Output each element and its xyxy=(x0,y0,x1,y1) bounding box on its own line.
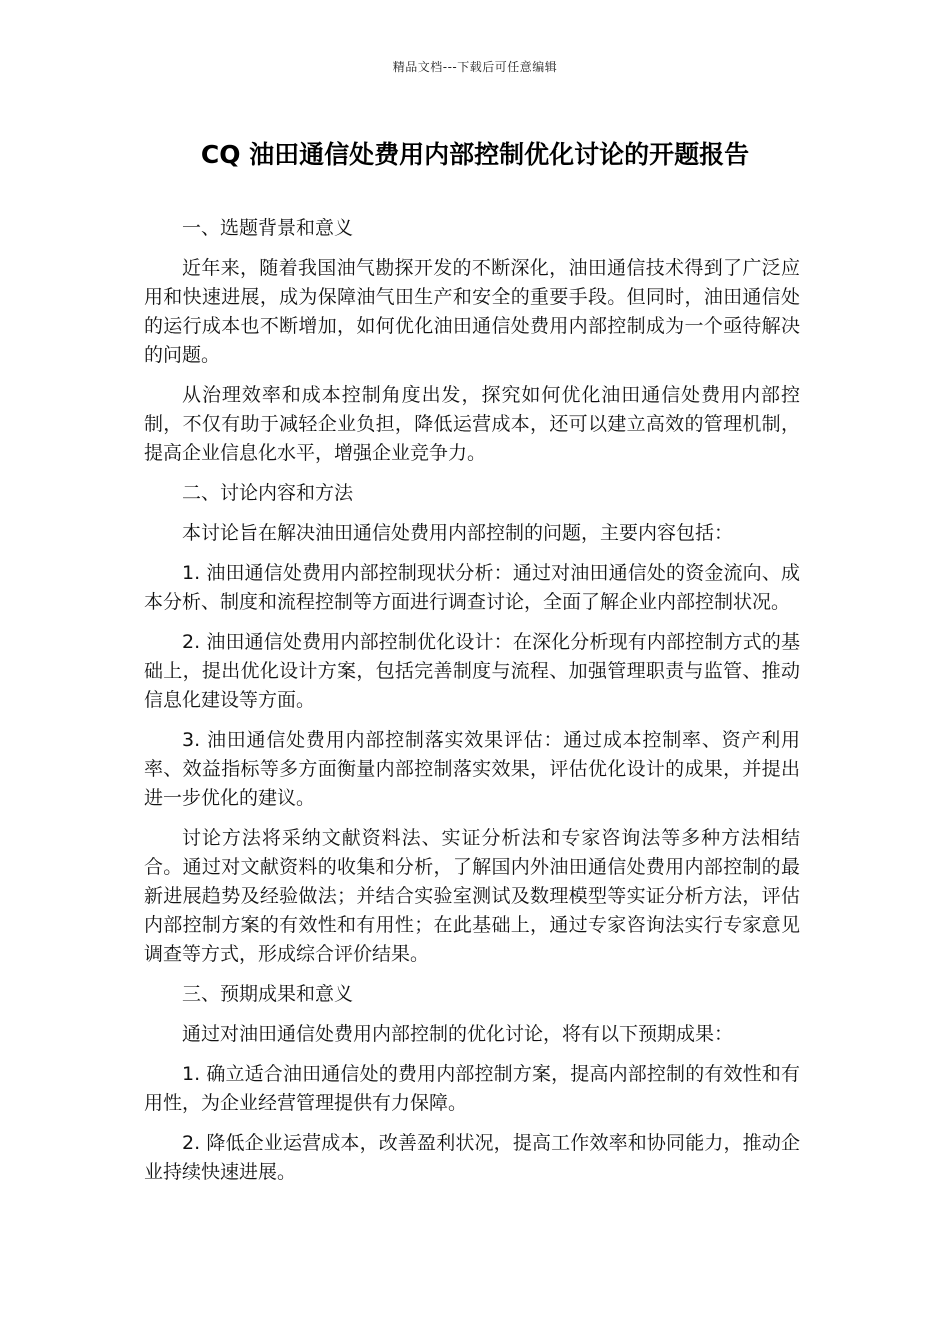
paragraph-results-intro: 通过对油田通信处费用内部控制的优化讨论，将有以下预期成果： xyxy=(182,1023,734,1045)
document-body xyxy=(144,214,800,1198)
list-item-result-1: 1. 确立适合油田通信处的费用内部控制方案，提高内部控制的有效性和有用性，为企业经营管理提供有力保障。 xyxy=(144,1063,800,1114)
paragraph-content-intro: 本讨论旨在解决油田通信处费用内部控制的问题，主要内容包括： xyxy=(182,522,734,544)
paragraph-methods: 讨论方法将采纳文献资料法、实证分析法和专家咨询法等多种方法相结合。通过对文献资料的收集和分析，了解国内外油田通信处费用内部控制的最新进展趋势及经验做法；并结合实验室测试及数理模型等实证分析方法，评估内部控制方案的有效性和有用性；在此基础上，通过专家咨询法实行专家意见调查等方式，形成综合评价结果。 xyxy=(144,827,800,965)
list-item-content-2: 2. 油田通信处费用内部控制优化设计：在深化分析现有内部控制方式的基础上，提出优化设计方案，包括完善制度与流程、加强管理职责与监管、推动信息化建设等方面。 xyxy=(144,631,800,711)
list-item-content-1: 1. 油田通信处费用内部控制现状分析：通过对油田通信处的资金流向、成本分析、制度和流程控制等方面进行调查讨论，全面了解企业内部控制状况。 xyxy=(144,562,800,613)
header-note: 精品文档---下载后可任意编辑 xyxy=(392,60,558,74)
paragraph-background-2: 从治理效率和成本控制角度出发，探究如何优化油田通信处费用内部控制，不仅有助于减轻企业负担，降低运营成本，还可以建立高效的管理机制，提高企业信息化水平，增强企业竞争力。 xyxy=(144,384,800,464)
list-item-result-2: 2. 降低企业运营成本，改善盈利状况，提高工作效率和协同能力，推动企业持续快速进展。 xyxy=(144,1132,800,1183)
section-heading-content-methods: 二、讨论内容和方法 xyxy=(182,482,354,504)
paragraph-background-1: 近年来，随着我国油气勘探开发的不断深化，油田通信技术得到了广泛应用和快速进展，成为保障油气田生产和安全的重要手段。但同时，油田通信处的运行成本也不断增加，如何优化油田通信处费用内部控制成为一个亟待解决的问题。 xyxy=(144,257,800,366)
section-heading-expected-results: 三、预期成果和意义 xyxy=(182,983,354,1005)
document-title: CQ 油田通信处费用内部控制优化讨论的开题报告 xyxy=(200,140,750,169)
list-item-content-3: 3. 油田通信处费用内部控制落实效果评估：通过成本控制率、资产利用率、效益指标等多方面衡量内部控制落实效果，评估优化设计的成果，并提出进一步优化的建议。 xyxy=(144,729,800,809)
section-heading-background: 一、选题背景和意义 xyxy=(182,217,354,239)
